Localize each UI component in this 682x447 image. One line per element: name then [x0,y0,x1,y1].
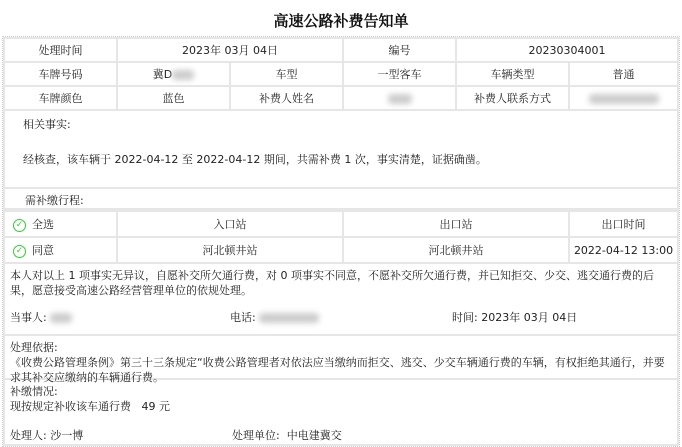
info-table [3,37,679,111]
sign-time-value: 2023年 03月 04日 [481,311,578,324]
exit-time: 2022-04-12 13:00 [569,237,678,263]
number-value: 20230304001 [456,38,678,62]
payment-section [3,380,679,446]
plate-value [117,62,230,86]
unit-label: 处理单位: [232,429,280,442]
redacted-name [388,94,412,104]
notice-form [2,36,680,447]
number-label: 编号 [343,38,456,62]
redacted-plate [172,70,194,80]
statement-text: 本人对以上 1 项事实无异议，自愿补交所欠通行费，对 0 项事实不同意，不愿补交所欠通行费，并已知拒交、少交、逃交通行费的后果，愿意接受高速公路经营管理单位的依规处理。 [10,269,654,297]
header-exit-time: 出口时间 [569,211,678,237]
trips-label: 需补缴行程: [3,189,679,210]
check-circle-icon: ✓ [13,219,26,232]
facts-label: 相关事实: [23,118,71,131]
basis-text: 《收费公路管理条例》第三十三条规定“收费公路管理者对依法应当缴纳而拒交、逃交、少交车辆通行费的车辆，有权拒绝其通行，并要求其补交应缴纳的车辆通行费。 [10,356,665,384]
color-value: 蓝色 [117,86,230,110]
header-entry: 入口站 [117,211,343,237]
type-label: 车型 [230,62,343,86]
time-label: 处理时间 [4,38,117,62]
exit-station: 河北顿井站 [343,237,569,263]
party-label: 当事人: [10,311,47,324]
redacted-contact [589,94,659,104]
time-value: 2023年 03月 04日 [117,38,343,62]
color-label: 车牌颜色 [4,86,117,110]
basis-label: 处理依据: [10,341,58,354]
type-value: 一型客车 [343,62,456,86]
unit-value: 中电建冀交 [286,429,342,442]
entry-station: 河北顿井站 [117,237,343,263]
agree-label: 同意 [32,244,54,257]
facts-text: 经核查，该车辆于 2022-04-12 至 2022-04-12 期间，共需补费 1 次，事实清楚，证据确凿。 [23,153,487,166]
trip-row [4,237,678,263]
plate-label: 车牌号码 [4,62,117,86]
select-all-label: 全选 [32,218,54,231]
agree-checkbox[interactable] [4,237,117,263]
facts-section [3,111,679,189]
statement-section [3,264,679,336]
select-all-checkbox[interactable] [4,211,117,237]
handler-value: 沙一博 [50,429,84,442]
check-circle-icon: ✓ [13,245,26,258]
payment-text: 现按规定补收该车通行费 49 元 [10,400,170,413]
contact-label: 补费人联系方式 [456,86,569,110]
header-exit: 出口站 [343,211,569,237]
payer-value [343,86,456,110]
payment-label: 补缴情况: [10,385,58,398]
trips-table [3,210,679,264]
vehicle-type-label: 车辆类型 [456,62,569,86]
page-title: 高速公路补费告知单 [273,12,409,30]
redacted-party [50,313,72,323]
handler-label: 处理人: [10,429,47,442]
payer-label: 补费人姓名 [230,86,343,110]
plate-text: 冀D [152,68,173,81]
phone-label: 电话: [230,311,256,324]
basis-section [3,336,679,384]
sign-time-label: 时间: [452,311,478,324]
redacted-phone [259,313,319,323]
vehicle-type-value: 普通 [569,62,678,86]
contact-value [569,86,678,110]
